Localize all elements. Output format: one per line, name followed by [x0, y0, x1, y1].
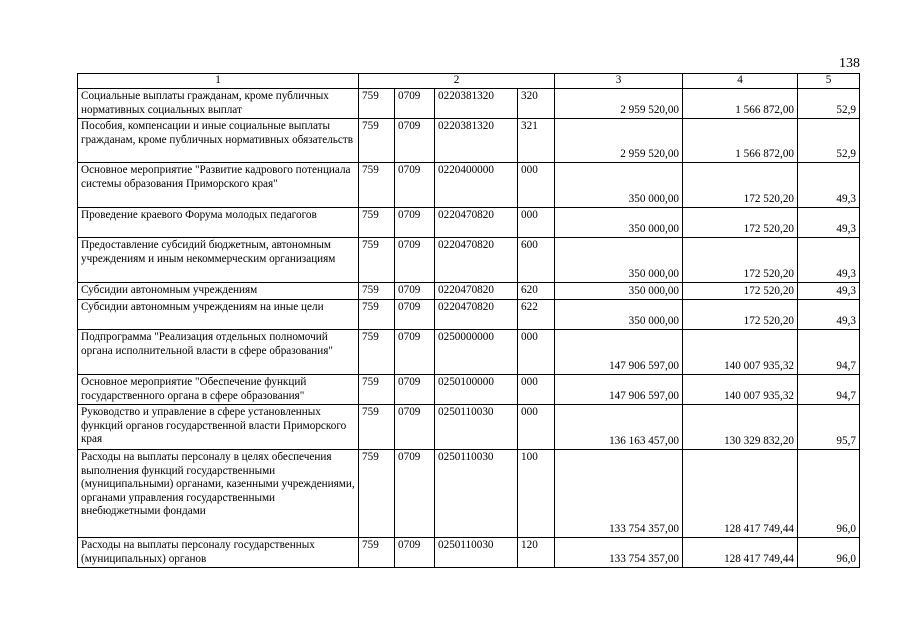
- code-ministry: 759: [359, 330, 395, 375]
- plan-amount: 350 000,00: [555, 238, 683, 283]
- header-col-2: 2: [359, 74, 555, 89]
- header-col-3: 3: [555, 74, 683, 89]
- percent-executed: 94,7: [798, 375, 860, 405]
- plan-amount: 350 000,00: [555, 300, 683, 330]
- row-name: Субсидии автономным учреждениям на иные цели: [78, 300, 359, 330]
- percent-executed: 49,3: [798, 163, 860, 208]
- actual-amount: 140 007 935,32: [683, 330, 798, 375]
- table-row: [78, 330, 860, 375]
- code-expense-type: 000: [518, 375, 555, 405]
- table-row: [78, 163, 860, 208]
- table-row: [78, 538, 860, 568]
- table-header-row: [78, 74, 860, 89]
- code-section: 0709: [395, 538, 435, 568]
- plan-amount: 147 906 597,00: [555, 375, 683, 405]
- percent-executed: 96,0: [798, 450, 860, 538]
- code-section: 0709: [395, 238, 435, 283]
- code-ministry: 759: [359, 119, 395, 163]
- code-ministry: 759: [359, 375, 395, 405]
- code-target: 0220470820: [435, 208, 518, 238]
- code-section: 0709: [395, 119, 435, 163]
- code-section: 0709: [395, 163, 435, 208]
- code-target: 0250110030: [435, 538, 518, 568]
- row-name: Руководство и управление в сфере установленных функций органов государственной власти Приморского края: [78, 405, 359, 450]
- actual-amount: 172 520,20: [683, 238, 798, 283]
- code-target: 0220470820: [435, 238, 518, 283]
- budget-table: [77, 73, 860, 568]
- code-target: 0220381320: [435, 119, 518, 163]
- code-ministry: 759: [359, 300, 395, 330]
- code-target: 0250100000: [435, 375, 518, 405]
- header-col-4: 4: [683, 74, 798, 89]
- code-expense-type: 600: [518, 238, 555, 283]
- code-section: 0709: [395, 300, 435, 330]
- header-col-5: 5: [798, 74, 860, 89]
- table-row: [78, 450, 860, 538]
- code-section: 0709: [395, 208, 435, 238]
- code-ministry: 759: [359, 208, 395, 238]
- row-name: Пособия, компенсации и иные социальные выплаты гражданам, кроме публичных нормативных обязательств: [78, 119, 359, 163]
- row-name: Проведение краевого Форума молодых педагогов: [78, 208, 359, 238]
- code-section: 0709: [395, 283, 435, 300]
- header-col-1: 1: [78, 74, 359, 89]
- actual-amount: 1 566 872,00: [683, 89, 798, 119]
- table-row: [78, 238, 860, 283]
- row-name: Основное мероприятие "Обеспечение функций государственного органа в сфере образования": [78, 375, 359, 405]
- code-expense-type: 100: [518, 450, 555, 538]
- code-ministry: 759: [359, 283, 395, 300]
- code-target: 0220381320: [435, 89, 518, 119]
- code-target: 0220470820: [435, 300, 518, 330]
- plan-amount: 147 906 597,00: [555, 330, 683, 375]
- code-section: 0709: [395, 450, 435, 538]
- code-expense-type: 000: [518, 405, 555, 450]
- code-section: 0709: [395, 89, 435, 119]
- table-row: [78, 119, 860, 163]
- code-ministry: 759: [359, 89, 395, 119]
- plan-amount: 133 754 357,00: [555, 538, 683, 568]
- code-section: 0709: [395, 375, 435, 405]
- percent-executed: 96,0: [798, 538, 860, 568]
- code-ministry: 759: [359, 405, 395, 450]
- plan-amount: 136 163 457,00: [555, 405, 683, 450]
- percent-executed: 49,3: [798, 300, 860, 330]
- code-expense-type: 622: [518, 300, 555, 330]
- row-name: Расходы на выплаты персоналу в целях обеспечения выполнения функций государственными (муниципальными) органами, казенными учреждениями, органами управления государственными внебюджетными фондами: [78, 450, 359, 538]
- code-section: 0709: [395, 330, 435, 375]
- code-ministry: 759: [359, 538, 395, 568]
- actual-amount: 128 417 749,44: [683, 538, 798, 568]
- actual-amount: 172 520,20: [683, 163, 798, 208]
- code-ministry: 759: [359, 450, 395, 538]
- percent-executed: 49,3: [798, 283, 860, 300]
- code-expense-type: 620: [518, 283, 555, 300]
- code-target: 0220470820: [435, 283, 518, 300]
- actual-amount: 1 566 872,00: [683, 119, 798, 163]
- row-name: Подпрограмма "Реализация отдельных полномочий органа исполнительной власти в сфере образования": [78, 330, 359, 375]
- code-target: 0250000000: [435, 330, 518, 375]
- actual-amount: 172 520,20: [683, 300, 798, 330]
- table-row: [78, 300, 860, 330]
- row-name: Расходы на выплаты персоналу государственных (муниципальных) органов: [78, 538, 359, 568]
- plan-amount: 2 959 520,00: [555, 119, 683, 163]
- percent-executed: 52,9: [798, 89, 860, 119]
- code-ministry: 759: [359, 238, 395, 283]
- row-name: Субсидии автономным учреждениям: [78, 283, 359, 300]
- actual-amount: 140 007 935,32: [683, 375, 798, 405]
- code-expense-type: 321: [518, 119, 555, 163]
- actual-amount: 128 417 749,44: [683, 450, 798, 538]
- table-row: [78, 89, 860, 119]
- plan-amount: 2 959 520,00: [555, 89, 683, 119]
- plan-amount: 350 000,00: [555, 283, 683, 300]
- percent-executed: 49,3: [798, 208, 860, 238]
- actual-amount: 130 329 832,20: [683, 405, 798, 450]
- plan-amount: 133 754 357,00: [555, 450, 683, 538]
- percent-executed: 49,3: [798, 238, 860, 283]
- code-section: 0709: [395, 405, 435, 450]
- percent-executed: 95,7: [798, 405, 860, 450]
- table-row: [78, 405, 860, 450]
- percent-executed: 94,7: [798, 330, 860, 375]
- percent-executed: 52,9: [798, 119, 860, 163]
- actual-amount: 172 520,20: [683, 208, 798, 238]
- code-expense-type: 000: [518, 163, 555, 208]
- table-row: [78, 208, 860, 238]
- code-expense-type: 000: [518, 208, 555, 238]
- row-name: Социальные выплаты гражданам, кроме публичных нормативных социальных выплат: [78, 89, 359, 119]
- page-number: 138: [839, 56, 860, 71]
- plan-amount: 350 000,00: [555, 208, 683, 238]
- code-target: 0250110030: [435, 450, 518, 538]
- code-ministry: 759: [359, 163, 395, 208]
- table-row: [78, 283, 860, 300]
- code-expense-type: 320: [518, 89, 555, 119]
- code-target: 0250110030: [435, 405, 518, 450]
- table-row: [78, 375, 860, 405]
- row-name: Основное мероприятие "Развитие кадрового потенциала системы образования Приморского края": [78, 163, 359, 208]
- code-target: 0220400000: [435, 163, 518, 208]
- code-expense-type: 120: [518, 538, 555, 568]
- actual-amount: 172 520,20: [683, 283, 798, 300]
- row-name: Предоставление субсидий бюджетным, автономным учреждениям и иным некоммерческим организациям: [78, 238, 359, 283]
- plan-amount: 350 000,00: [555, 163, 683, 208]
- code-expense-type: 000: [518, 330, 555, 375]
